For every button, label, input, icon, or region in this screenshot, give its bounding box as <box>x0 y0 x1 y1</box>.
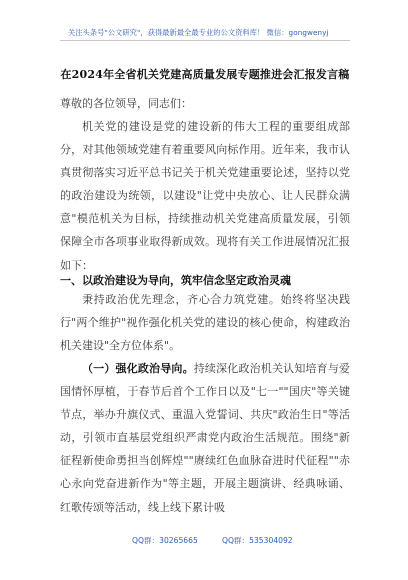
section-heading-1: 一、以政治建设为导向，筑牢信念坚定政治灵魂 <box>60 274 291 287</box>
subsection-1-paragraph <box>60 357 350 529</box>
subsection-1-label: （一）强化政治导向。 <box>82 362 194 375</box>
salutation: 尊敬的各位领导，同志们： <box>60 97 192 110</box>
section-1-intro: 秉持政治优先理念，齐心合力筑党建。始终将坚决践行"两个维护"视作强化机关党的建设的核心使命，构建政治机关建设"全方位体系"。 <box>60 293 350 353</box>
header-promo-text: 关注头条号"公文研究"，获得最新最全最专业的公文资料库！ 微信：gongwenyj <box>68 28 329 37</box>
header-divider <box>60 40 350 41</box>
document-title: 在2024年全省机关党建高质量发展专题推进会汇报发言稿 <box>60 68 350 81</box>
page-header <box>0 0 408 42</box>
footer-qq-group-2: QQ群：535304092 <box>222 536 293 545</box>
footer-qq-group-1: QQ群：30265665 <box>132 536 198 545</box>
subsection-1-text: 持续深化政治机关认知培育与爱国情怀厚植，于春节后首个工作日以及"七一""国庆"等关键节点，举办升旗仪式、重温入党誓词、共庆"政治生日"等活动，引领市直基层党组织严肃党内政治生活规范。围绕"新征程新使命勇担当创辉煌""赓续红色血脉奋进时代征程""赤心永向党奋进新作为"等主题，开展主题演讲、经典咏诵、红歌传颂等活动，线上线下累计吸 <box>60 362 350 514</box>
intro-paragraph: 机关党的建设是党的建设新的伟大工程的重要组成部分，对其他领域党建有着重要风向标作用。近年来，我市认真贯彻落实习近平总书记关于机关党建重要论述，坚持以党的政治建设为统领，以建设"让党中央放心、让人民群众满意"模范机关为目标，持续推动机关党建高质量发展，引领保障全市各项事业取得新成效。现将有关工作进展情况汇报如下： <box>60 120 350 272</box>
